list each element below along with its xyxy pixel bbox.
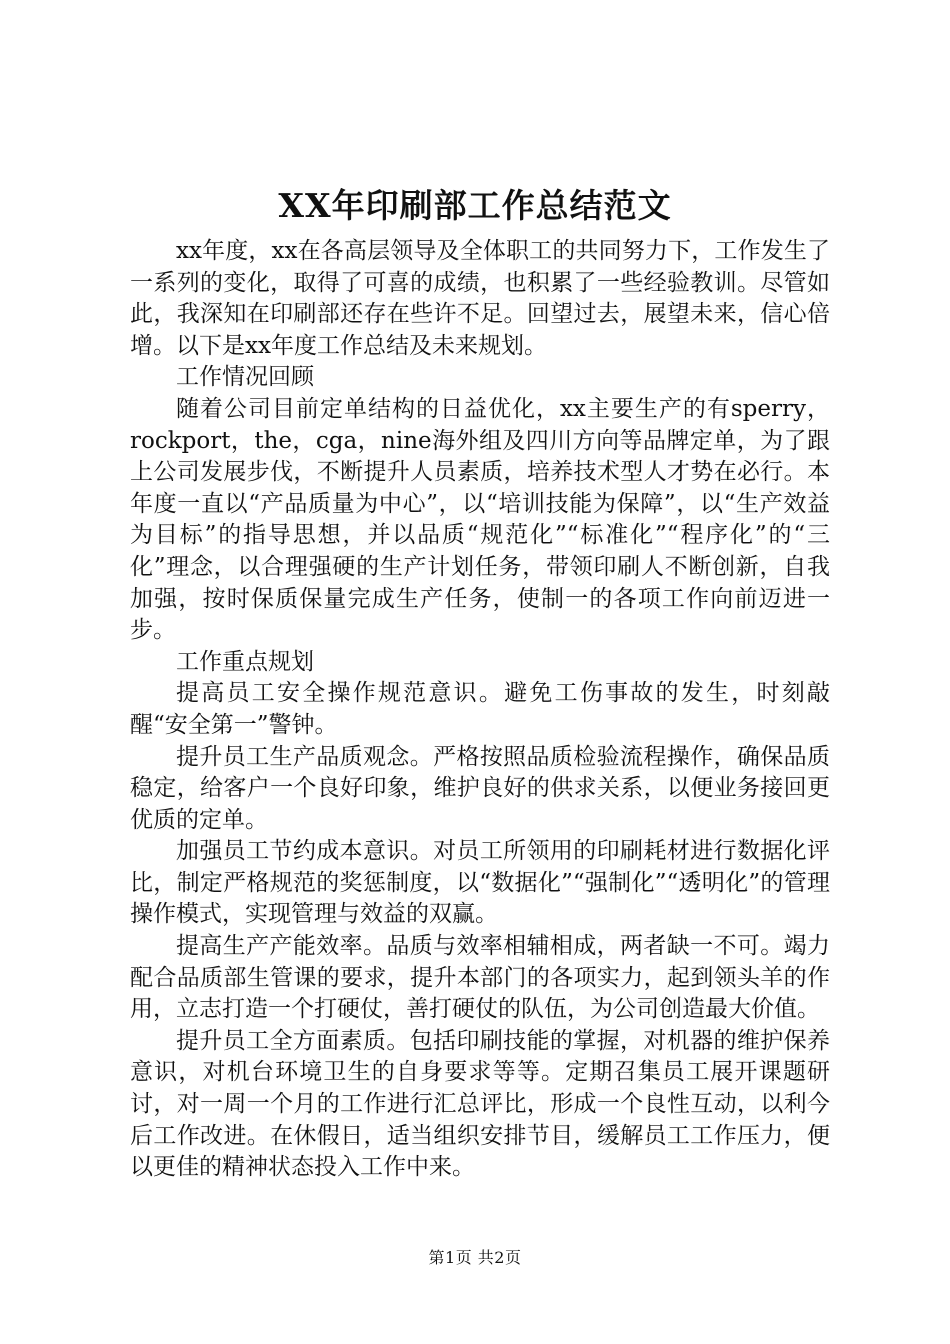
- section-heading-review: 工作情况回顾: [176, 364, 314, 391]
- review-paragraph: 随着公司目前定单结构的日益优化，xx主要生产的有sperry，rockport，the，cga，nine海外组及四川方向等品牌定单，为了跟上公司发展步伐，不断提升人员素质，培养技术型人才势在必行。本年度一直以“产品质量为中心”，以“培训技能为保障”，以“生产效益为目标”的指导思想，并以品质“规范化”“标准化”“程序化”的“三化”理念，以合理强硬的生产计划任务，带领印刷人不断创新，自我加强，按时保质保量完成生产任务，使制一的各项工作向前迈进一步。: [130, 395, 830, 644]
- document-body: [130, 236, 830, 1184]
- page-number-footer: 第1页 共2页: [428, 1248, 522, 1267]
- document-title: XX年印刷部工作总结范文: [278, 186, 672, 225]
- plan-paragraph-quality: 提升员工生产品质观念。严格按照品质检验流程操作，确保品质稳定，给客户一个良好印象，维护良好的供求关系，以便业务接回更优质的定单。: [130, 743, 830, 833]
- intro-paragraph: xx年度，xx在各高层领导及全体职工的共同努力下，工作发生了一系列的变化，取得了可喜的成绩，也积累了一些经验教训。尽管如此，我深知在印刷部还存在些许不足。回望过去，展望未来，信心倍增。以下是xx年度工作总结及未来规划。: [130, 238, 830, 359]
- plan-paragraph-training: 提升员工全方面素质。包括印刷技能的掌握，对机器的维护保养意识，对机台环境卫生的自身要求等等。定期召集员工展开课题研讨，对一周一个月的工作进行汇总评比，形成一个良性互动，以利今后工作改进。在休假日，适当组织安排节目，缓解员工工作压力，便以更佳的精神状态投入工作中来。: [130, 1027, 830, 1181]
- plan-paragraph-cost: 加强员工节约成本意识。对员工所领用的印刷耗材进行数据化评比，制定严格规范的奖惩制度，以“数据化”“强制化”“透明化”的管理操作模式，实现管理与效益的双赢。: [130, 838, 830, 928]
- plan-paragraph-efficiency: 提高生产产能效率。品质与效率相辅相成，两者缺一不可。竭力配合品质部生管课的要求，提升本部门的各项实力，起到领头羊的作用，立志打造一个打硬仗，善打硬仗的队伍，为公司创造最大价值。: [130, 933, 830, 1023]
- plan-paragraph-safety: 提高员工安全操作规范意识。避免工伤事故的发生，时刻敲醒“安全第一”警钟。: [130, 680, 830, 738]
- section-heading-plan: 工作重点规划: [176, 648, 314, 675]
